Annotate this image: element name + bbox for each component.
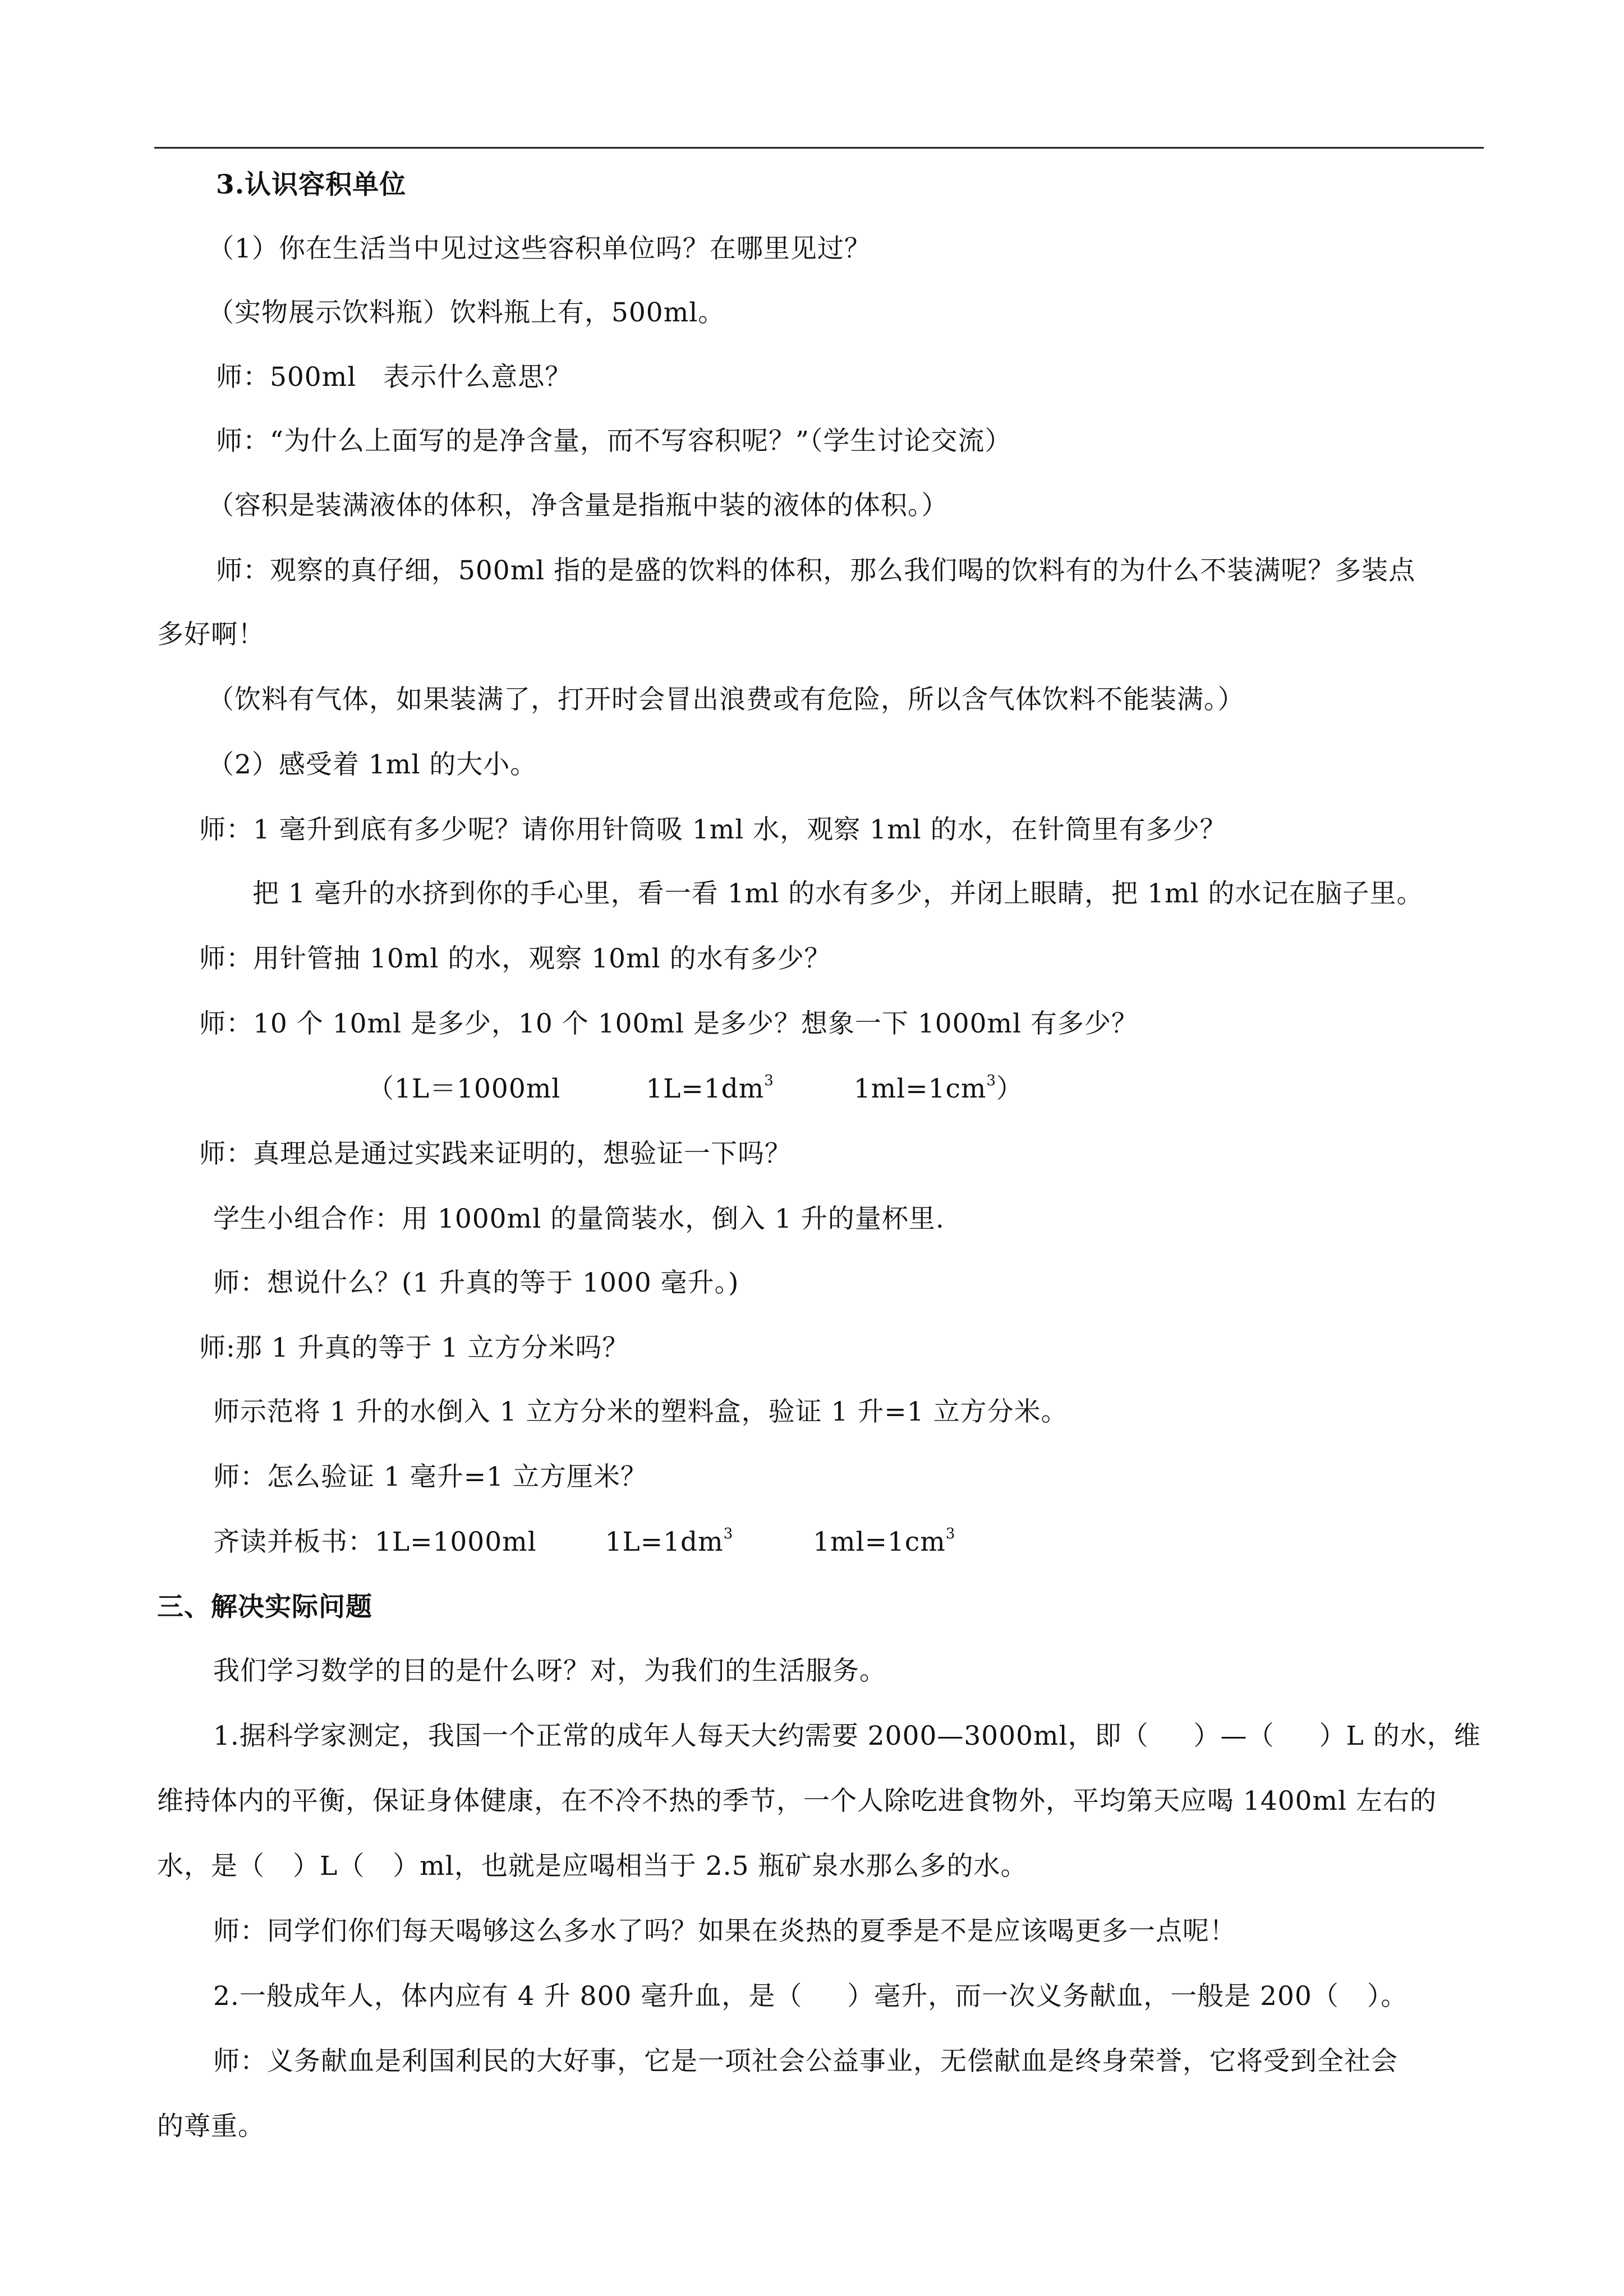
problem-text: ）L（ (293, 1851, 365, 1882)
paragraph: 师:那 1 升真的等于 1 立方分米吗？ (199, 1333, 629, 1363)
paragraph: 师：想说什么？(1 升真的等于 1000 毫升。) (213, 1267, 739, 1298)
problem-text: ）—（ (1193, 1721, 1275, 1751)
formula-line (367, 1072, 1023, 1106)
problem-text: ）ml，也就是应喝相当于 2.5 瓶矿泉水那么多的水。 (393, 1851, 1028, 1882)
section-heading: 3.认识容积单位 (216, 169, 407, 200)
problem-text: 1.据科学家测定，我国一个正常的成年人每天大约需要 2000—3000ml，即（ (213, 1721, 1149, 1751)
paragraph: 师：1 毫升到底有多少呢？请你用针筒吸 1ml 水，观察 1ml 的水，在针筒里有多少？ (199, 814, 1227, 845)
problem-text: 水，是（ (157, 1851, 265, 1882)
problem-line (157, 1850, 1027, 1883)
formula-part: 1ml=1cm (853, 1073, 987, 1104)
paragraph: （2）感受着 1ml 的大小。 (208, 749, 537, 780)
paragraph: 的尊重。 (157, 2111, 265, 2142)
paragraph: 师：怎么验证 1 毫升=1 立方厘米？ (213, 1461, 648, 1492)
paragraph: 师：“为什么上面写的是净含量，而不写容积呢？”（学生讨论交流） (216, 426, 1012, 457)
section-heading: 三、解决实际问题 (157, 1592, 372, 1622)
problem-text: ）毫升，而一次义务献血，一般是 200（ (847, 1981, 1339, 2012)
superscript: 3 (764, 1072, 774, 1089)
formula-line (213, 1525, 955, 1559)
paragraph: 师：10 个 10ml 是多少，10 个 100ml 是多少？想象一下 1000ml 有多少？ (199, 1008, 1139, 1039)
problem-text: ）。 (1367, 1981, 1408, 2012)
problem-text: 2.一般成年人，体内应有 4 升 800 毫升血，是（ (213, 1981, 803, 2012)
paragraph: 师：义务献血是利国利民的大好事，它是一项社会公益事业，无偿献血是终身荣誉，它将受到全社会 (213, 2046, 1398, 2077)
superscript: 3 (723, 1525, 734, 1542)
superscript: 3 (986, 1072, 996, 1089)
paragraph: （容积是装满液体的体积，净含量是指瓶中装的液体的体积。） (208, 490, 949, 521)
problem-line (213, 1719, 1481, 1753)
paragraph: （1）你在生活当中见过这些容积单位吗？在哪里见过？ (208, 233, 871, 264)
formula-part: 1L=1dm (605, 1527, 724, 1557)
paragraph: 我们学习数学的目的是什么呀？对，为我们的生活服务。 (213, 1656, 886, 1686)
paragraph: 师：真理总是通过实践来证明的，想验证一下吗？ (199, 1138, 792, 1169)
formula-part: 1L=1dm (646, 1073, 765, 1104)
formula-part: 1ml=1cm (813, 1527, 946, 1557)
paragraph: 多好啊！ (157, 619, 265, 650)
paragraph: 师：用针管抽 10ml 的水，观察 10ml 的水有多少？ (199, 943, 831, 974)
paragraph: 学生小组合作：用 1000ml 的量筒装水，倒入 1 升的量杯里. (213, 1204, 945, 1234)
paragraph: 师：500ml 表示什么意思？ (216, 362, 572, 393)
problem-text: ）L 的水，维 (1319, 1721, 1481, 1751)
paragraph: 师：同学们你们每天喝够这么多水了吗？如果在炎热的夏季是不是应该喝更多一点呢！ (213, 1916, 1236, 1947)
paragraph: 师：观察的真仔细，500ml 指的是盛的饮料的体积，那么我们喝的饮料有的为什么不装满呢？多装点 (216, 555, 1416, 586)
header-rule (154, 147, 1484, 149)
superscript: 3 (945, 1525, 956, 1542)
paragraph: 师示范将 1 升的水倒入 1 立方分米的塑料盒，验证 1 升=1 立方分米。 (213, 1396, 1068, 1427)
formula-part: 齐读并板书：1L=1000ml (213, 1527, 537, 1557)
formula-part: ） (996, 1073, 1023, 1104)
paragraph: 把 1 毫升的水挤到你的手心里，看一看 1ml 的水有多少，并闭上眼睛，把 1ml 的水记在脑子里。 (252, 878, 1424, 909)
paragraph: （饮料有气体，如果装满了，打开时会冒出浪费或有危险，所以含气体饮料不能装满。） (208, 684, 1245, 715)
paragraph: 维持体内的平衡，保证身体健康，在不冷不热的季节，一个人除吃进食物外，平均第天应喝 1400ml 左右的 (157, 1786, 1437, 1816)
formula-part: （1L＝1000ml (367, 1073, 561, 1104)
problem-line (213, 1980, 1407, 2013)
paragraph: （实物展示饮料瓶）饮料瓶上有，500ml。 (208, 297, 725, 328)
